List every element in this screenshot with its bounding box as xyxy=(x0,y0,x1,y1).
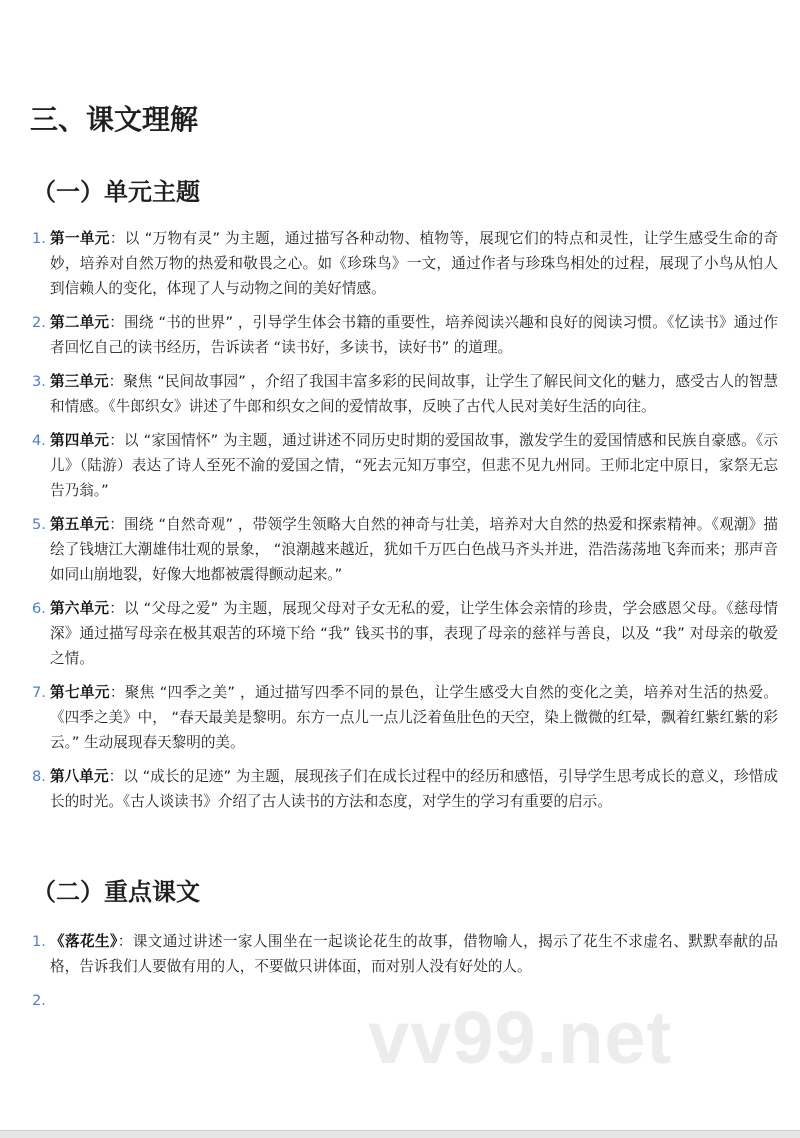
list-item xyxy=(30,512,778,587)
list-item xyxy=(30,310,778,360)
item-text: ：围绕 “自然奇观” ，带领学生领略大自然的神奇与壮美，培养对大自然的热爱和探索精神。《观潮》描绘了钱塘江大潮雄伟壮观的景象， “浪潮越来越近，犹如千万匹白色战马齐头并进，浩浩荡荡地飞奔而来；那声音如同山崩地裂，好像大地都被震得颤动起来。” xyxy=(50,516,778,583)
item-label: 第一单元 xyxy=(50,230,110,247)
item-label: 第四单元 xyxy=(50,432,110,449)
list-number: 1. xyxy=(32,230,46,247)
list-item xyxy=(30,428,778,503)
item-label: 第三单元 xyxy=(50,373,109,390)
section-title-unit-themes: （一）单元主题 xyxy=(32,178,200,206)
list-item xyxy=(30,764,778,814)
list-number: 1. xyxy=(32,933,46,950)
list-number: 2. xyxy=(32,992,46,1009)
item-text: ：聚焦 “四季之美” ，通过描写四季不同的景色，让学生感受大自然的变化之美，培养对生活的热爱。《四季之美》中， “春天最美是黎明。东方一点儿一点儿泛着鱼肚色的天空，染上微微的红晕，飘着红紫红紫的彩云。” 生动展现春天黎明的美。 xyxy=(50,684,778,751)
item-label: 第六单元 xyxy=(50,600,110,617)
list-item xyxy=(30,369,778,419)
list-number: 2. xyxy=(32,314,46,331)
key-text-list xyxy=(30,929,778,1009)
list-number: 4. xyxy=(32,432,46,449)
unit-theme-list xyxy=(30,226,778,823)
item-label: 第二单元 xyxy=(50,314,110,331)
watermark: vv99.net xyxy=(368,996,673,1079)
item-text: ：课文通过讲述一家人围坐在一起谈论花生的故事，借物喻人，揭示了花生不求虚名、默默奉献的品格，告诉我们人要做有用的人，不要做只讲体面，而对别人没有好处的人。 xyxy=(50,933,778,975)
list-number: 3. xyxy=(32,373,46,390)
item-text: ：以 “家国情怀” 为主题，通过讲述不同历史时期的爱国故事，激发学生的爱国情感和民族自豪感。《示儿》（陆游）表达了诗人至死不渝的爱国之情，“死去元知万事空，但悲不见九州同。王师北定中原日，家祭无忘告乃翁。” xyxy=(50,432,778,499)
item-label: 《落花生》 xyxy=(50,933,118,950)
item-label: 第五单元 xyxy=(50,516,110,533)
item-text: ：围绕 “书的世界” ，引导学生体会书籍的重要性，培养阅读兴趣和良好的阅读习惯。《忆读书》通过作者回忆自己的读书经历，告诉读者 “读书好，多读书，读好书” 的道理。 xyxy=(50,314,778,356)
list-number: 6. xyxy=(32,600,46,617)
list-number: 7. xyxy=(32,684,46,701)
section-title-key-texts: （二）重点课文 xyxy=(32,878,200,906)
item-label: 第八单元 xyxy=(50,768,109,785)
item-label: 第七单元 xyxy=(50,684,110,701)
list-item xyxy=(30,226,778,301)
page-heading: 三、课文理解 xyxy=(30,103,199,136)
item-text: ：以 “成长的足迹” 为主题，展现孩子们在成长过程中的经历和感悟，引导学生思考成长的意义，珍惜成长的时光。《古人谈读书》介绍了古人读书的方法和态度，对学生的学习有重要的启示。 xyxy=(50,768,778,810)
list-item xyxy=(30,596,778,671)
list-item xyxy=(30,680,778,755)
item-text: ：聚焦 “民间故事园” ，介绍了我国丰富多彩的民间故事，让学生了解民间文化的魅力，感受古人的智慧和情感。《牛郎织女》讲述了牛郎和织女之间的爱情故事，反映了古代人民对美好生活的向往。 xyxy=(50,373,778,415)
list-number: 5. xyxy=(32,516,46,533)
list-item xyxy=(30,929,778,979)
item-text: ：以 “父母之爱” 为主题，展现父母对子女无私的爱，让学生体会亲情的珍贵，学会感恩父母。《慈母情深》通过描写母亲在极其艰苦的环境下给 “我” 钱买书的事，表现了母亲的慈祥与善良，以及 “我” 对母亲的敬爱之情。 xyxy=(50,600,778,667)
list-number: 8. xyxy=(32,768,46,785)
item-text: ：以 “万物有灵” 为主题，通过描写各种动物、植物等，展现它们的特点和灵性，让学生感受生命的奇妙，培养对自然万物的热爱和敬畏之心。如《珍珠鸟》一文，通过作者与珍珠鸟相处的过程，展现了小鸟从怕人到信赖人的变化，体现了人与动物之间的美好情感。 xyxy=(50,230,778,297)
